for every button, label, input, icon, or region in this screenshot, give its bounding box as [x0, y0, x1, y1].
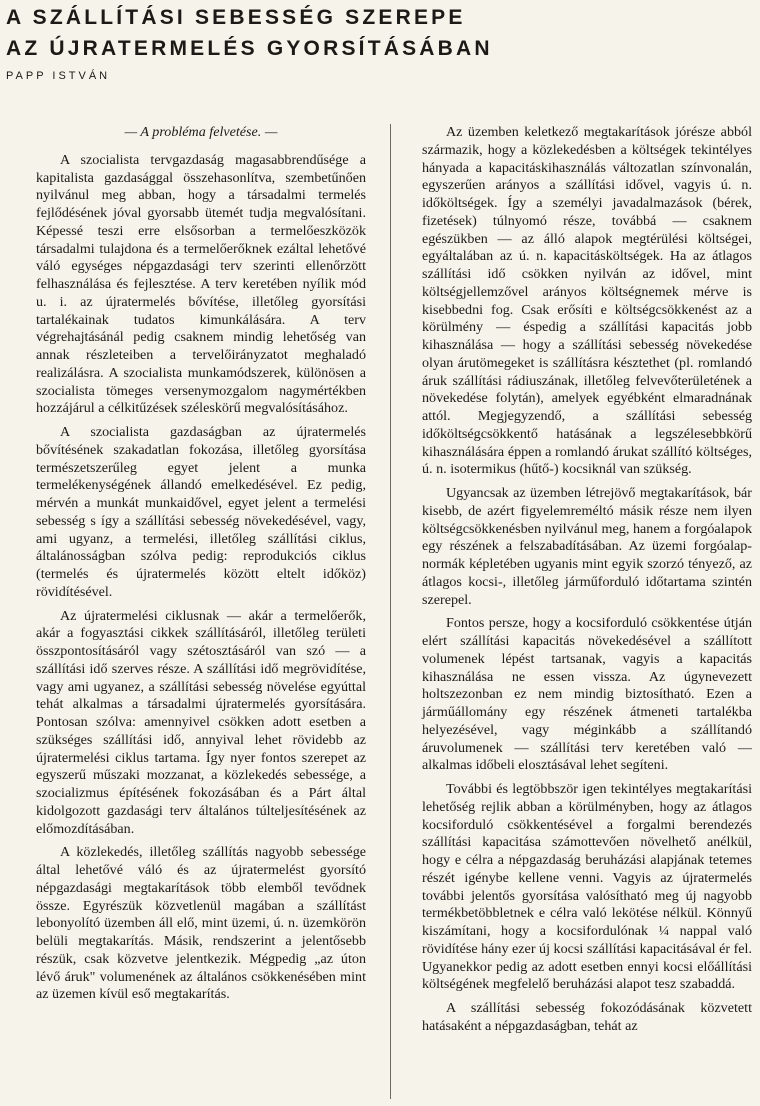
paragraph: A szocialista gazdaságban az újratermelés bővítésének szakadatlan fokozása, illetőleg gyorsítása természetszerűleg egyet jelent a munka termelékenységének állandó emelkedésével. Ez pedig, mérvén a munkát munkaidővel, egyet jelent a termelési sebesség s így a szállítási sebesség növekedésével, vagy, ami ugyanz, a termelési, illetőleg szállítási ciklus, általánosságban szólva pedig: reprodukciós ciklus (termelés és újratermelés között eltelt időköz) rövidítésével. [36, 424, 366, 600]
article-title-line-1: A SZÁLLÍTÁSI SEBESSÉG SZEREPE [6, 6, 466, 29]
paragraph: Fontos persze, hogy a kocsiforduló csökkentése útján elért szállítási kapacitás növekedésével a szállított volumenek lépést tartsanak, vagyis a kapacitás kihasználása ne essen vissza. Az úgynevezett holtszezonban ez nem mindig biztosítható. Ezen a járműállomány egy részének átmeneti tartalékba helyezésével, vagy méginkább a szállítandó áruvolumenek — szállítási terv keretében való — alkalmas időbeli elosztásával lehet segíteni. [422, 615, 752, 774]
paragraph: Ugyancsak az üzemben létrejövő megtakarítások, bár kisebb, de azért figyelemreméltó másik része nem ilyen költségcsökkenésben nyilvánul meg, hanem a forgóalapok egy részének a felszabadításában. Az üzemi forgóalap-normák képletében ugyanis mint egyik szorzó tényező, az átlagos kocsi-, illetőleg járműforduló időtartama szintén szerepel. [422, 485, 752, 608]
article-title-line-2: AZ ÚJRATERMELÉS GYORSÍTÁSÁBAN [6, 37, 493, 60]
paragraph: A közlekedés, illetőleg szállítás nagyobb sebessége által lehetővé váló és az újratermelést gyorsító népgazdasági megtakarítások több elemből tevődnek össze. Egyrészük közvetlenül magában a szállítást lebonyolító üzemben áll elő, mint üzemi, ú. n. üzemkörön belüli megtakarítás. Másik, rendszerint a jelentősebb részük, csak közvetve jelentkezik. Mégpedig „az úton lévő áruk" volumenének az általános csökkenésében mint az üzemen kívül eső megtakarítás. [36, 844, 366, 1003]
article-title [6, 2, 746, 64]
paragraph: További és legtöbbször igen tekintélyes megtakarítási lehetőség rejlik abban a körülményben, hogy az átlagos kocsiforduló csökkentésével a forgalmi berendezés szállítási kapacitása számottevően növelhető anélkül, hogy e célra a népgazdaság beruházási alapjának tetemes részét igénybe kellene venni. Vagyis az újratermelés további jelentős gyorsítása valósítható meg új nagyobb termékbetöbbletnek e célra való lekötése nélkül. Könnyű kiszámítani, hogy a kocsifordulónak ¼ nappal való rövidítése hány ezer új kocsi szállítási kapacitásával ér fel. Ugyanekkor pedig az adott esetben ennyi kocsi előállítási költségének megfelelő beruházási alapot tesz szabaddá. [422, 781, 752, 993]
paragraph: A szocialista tervgazdaság magasabbrendűsége a kapitalista gazdasággal összehasonlítva, szembetűnően nyilvánul meg abban, hogy a társadalmi termelés fejlődésének jóval gyorsabb ütemét tudja megvalósítani. Képessé teszi erre elsősorban a termelőeszközök társadalmi tulajdona és a termelőerőknek ezáltal lehetővé váló egységes népgazdasági terv szerinti ellenőrzött felhasználása és fejlesztése. A terv keretében nyílik mód u. i. az újratermelés bővítése, illetőleg gyorsítási tartalékainak tudatos kimunkálására. A terv végrehajtásánál pedig csaknem mindig lehetőség van annak részleteiben a tervelőirányzatot meghaladó realizálásra. A szocialista munkamódszerek, különösen a szocialista tömeges versenymozgalom nagymértékben hozzájárul a célkitűzések széleskörű megvalósításához. [36, 151, 366, 417]
paragraph: Az újratermelési ciklusnak — akár a termelőerők, akár a fogyasztási cikkek szállításáról, illetőleg területi összpontosításáról vagy szétosztásáról van szó — a szállítási idő szerves része. A szállítási idő megrövidítése, vagy ami ugyanez, a szállítási sebesség növelése egyúttal tehát alkalmas a társadalmi újratermelés gyorsítására. Pontosan szólva: amennyivel csökken adott esetben a szükséges szállítási idő, annyival lehet rövidebb az újratermelési ciklus tartama. Így nyer fontos szerepet az egyszerű műszaki mozzanat, a közlekedés sebessége, a szocializmus építésének fokozásában és a Párt által kidolgozott gazdasági terv általános túlteljesítésének az előmozdításában. [36, 607, 366, 837]
right-column [422, 124, 752, 1042]
left-column [36, 124, 366, 1010]
section-heading: — A probléma felvetése. — [124, 124, 278, 140]
author-byline: PAPP ISTVÁN [6, 70, 111, 82]
column-divider [390, 124, 391, 1099]
paragraph: Az üzemben keletkező megtakarítások jórésze abból származik, hogy a közlekedésben a költségek tekintélyes hányada a kapacitáskihasználás változatlan színvonalán, egyszerűen arányos a szállítási idővel, vagyis ú. n. időköltségek. Így a személyi javadalmazások (bérek, fizetések) túlnyomó része, továbbá — csaknem egészükben — az álló alapok megtérülési költségei, egyáltalában az ú. n. kapacitásköltségek. Ha az átlagos szállítási idő csökken nyilván az idővel, mint költségjellemzővel arányos költségnemek mérve is kisebbedni fog. Csak erősíti e költségcsökkenést az a körülmény — éspedig a szállítási kapacitás jobb kihasználása — hogy a szállítási sebesség növekedése olyan árutömegeket is szállításra késztethet (pl. romlandó áruk szállítási rádiuszának, illetőleg felvevőterületének a növekedése folytán), amelyek egyébként elmaradnának attól. Megjegyzendő, a szállítási sebesség időköltségcsökkentő hatásának a legszélesebbkörű kihasználására éppen a romlandó árukat szállító költséges, ú. n. isotermikus (hűtő-) kocsiknál van szükség. [422, 124, 752, 478]
paragraph: A szállítási sebesség fokozódásának közvetett hatásaként a népgazdaságban, tehát az [422, 1000, 752, 1034]
